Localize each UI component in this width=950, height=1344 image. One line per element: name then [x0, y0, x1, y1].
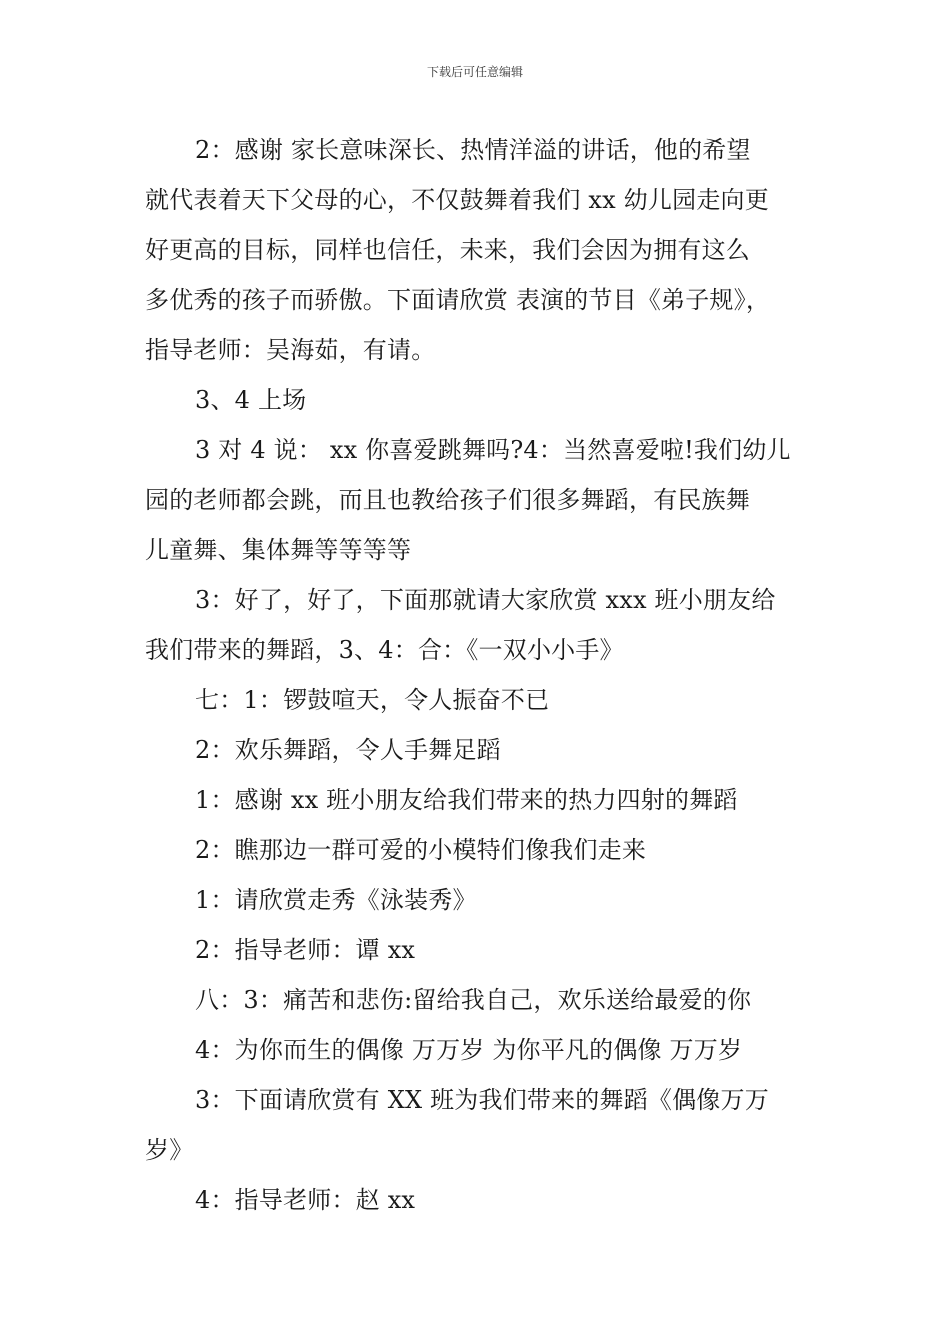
text-line: 七：1：锣鼓喧天，令人振奋不已: [195, 686, 550, 714]
text-line: 4：为你而生的偶像 万万岁 为你平凡的偶像 万万岁: [195, 1036, 743, 1064]
text-line: 好更高的目标，同样也信任，未来，我们会因为拥有这么: [145, 236, 750, 264]
text-line: 1：感谢 xx 班小朋友给我们带来的热力四射的舞蹈: [195, 786, 738, 814]
text-line: 3 对 4 说： xx 你喜爱跳舞吗?4：当然喜爱啦!我们幼儿: [195, 436, 791, 464]
text-line: 3、4 上场: [195, 386, 307, 414]
paragraph: [145, 675, 825, 725]
text-line: 1：请欣赏走秀《泳装秀》: [195, 886, 477, 914]
paragraph: [145, 1025, 825, 1075]
text-line: 2：感谢 家长意味深长、热情洋溢的讲话，他的希望: [195, 136, 751, 164]
text-line: 3：好了，好了，下面那就请大家欣赏 xxx 班小朋友给: [195, 586, 776, 614]
paragraph: [145, 875, 825, 925]
text-line: 就代表着天下父母的心，不仅鼓舞着我们 xx 幼儿园走向更: [145, 186, 769, 214]
page-header: 下载后可任意编辑: [426, 65, 523, 79]
document-body: [145, 125, 825, 1225]
text-line: 我们带来的舞蹈，3、4：合：《一双小小手》: [145, 636, 624, 664]
text-line: 2：指导老师：谭 xx: [195, 936, 416, 964]
paragraph: [145, 975, 825, 1025]
text-line: 2：瞧那边一群可爱的小模特们像我们走来: [195, 836, 647, 864]
paragraph: [145, 125, 825, 375]
text-line: 3：下面请欣赏有 XX 班为我们带来的舞蹈《偶像万万: [195, 1086, 769, 1114]
paragraph: [145, 725, 825, 775]
paragraph: [145, 1175, 825, 1225]
text-line: 2：欢乐舞蹈，令人手舞足蹈: [195, 736, 501, 764]
text-line: 岁》: [145, 1136, 194, 1164]
paragraph: [145, 825, 825, 875]
paragraph: [145, 1075, 825, 1175]
text-line: 八：3：痛苦和悲伤:留给我自己，欢乐送给最爱的你: [195, 986, 752, 1014]
paragraph: [145, 775, 825, 825]
text-line: 指导老师：吴海茹，有请。: [145, 336, 436, 364]
text-line: 多优秀的孩子而骄傲。下面请欣赏 表演的节目《弟子规》，: [145, 286, 771, 314]
paragraph: [145, 375, 825, 425]
text-line: 儿童舞、集体舞等等等等: [145, 536, 412, 564]
text-line: 4：指导老师：赵 xx: [195, 1186, 416, 1214]
paragraph: [145, 425, 825, 575]
paragraph: [145, 575, 825, 675]
text-line: 园的老师都会跳，而且也教给孩子们很多舞蹈，有民族舞: [145, 486, 750, 514]
paragraph: [145, 925, 825, 975]
